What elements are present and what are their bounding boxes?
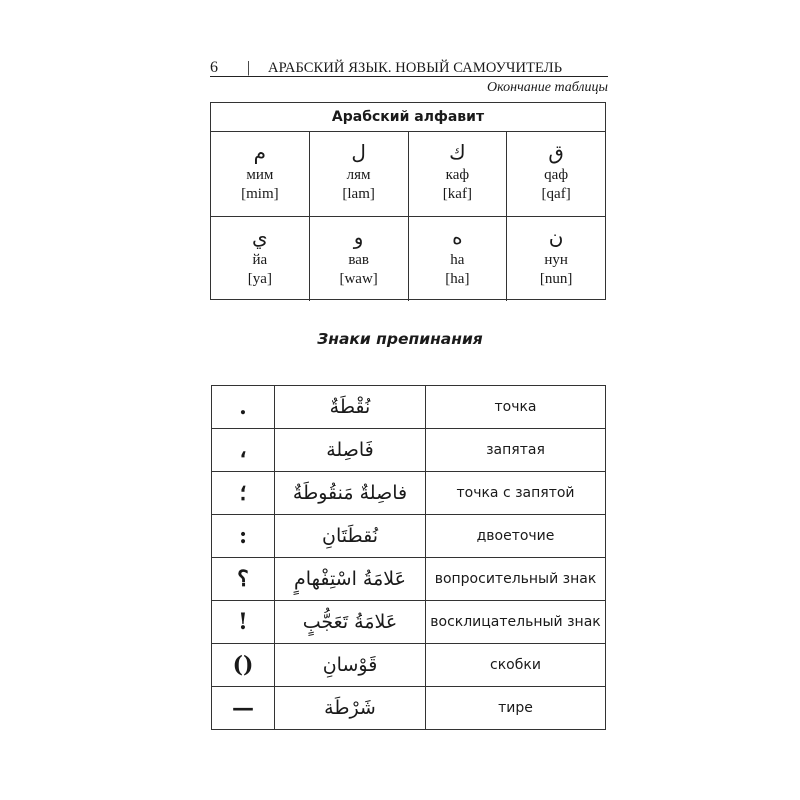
russian-term: запятая [426,429,606,472]
russian-term: двоеточие [426,515,606,558]
letter-name: нун [544,252,568,268]
letter-cell [211,132,310,216]
russian-term: тире [426,687,606,730]
letter-transliteration: [nun] [539,271,573,287]
arabic-letter: ن [548,225,564,249]
letter-transliteration: [ya] [247,271,272,287]
letter-cell [507,217,605,301]
table-row [212,386,606,429]
letter-cell [409,217,508,301]
arabic-letter: ك [449,140,466,164]
arabic-letter: م [253,140,267,164]
letter-transliteration: [mim] [241,186,279,202]
arabic-letter: ل [351,140,366,164]
letter-name: qaф [544,167,569,183]
arabic-term: عَلامَةُ اسْتِفْهامٍ [275,558,426,601]
letter-transliteration: [waw] [339,271,378,287]
table-row [212,429,606,472]
punctuation-symbol: — [212,687,275,730]
punctuation-table [211,385,606,730]
arabic-letter: ق [548,140,564,164]
russian-term: точка с запятой [426,472,606,515]
punctuation-symbol: . [212,386,275,429]
letter-name: йа [252,252,268,268]
arabic-term: نُقطَتَانِ [275,515,426,558]
letter-cell [507,132,605,216]
continuation-note: Окончание таблицы [487,80,608,95]
punctuation-symbol: ؛ [212,472,275,515]
header-separator: | [247,59,251,76]
table-row [212,644,606,687]
russian-term: точка [426,386,606,429]
table-row [212,558,606,601]
letter-name: лям [346,167,371,183]
running-title: АРАБСКИЙ ЯЗЫК. НОВЫЙ САМОУЧИТЕЛЬ [268,60,563,76]
table-row [212,601,606,644]
alphabet-table-title: Арабский алфавит [211,103,605,132]
arabic-term: نُقْطَةٌ [275,386,426,429]
arabic-term: عَلامَةُ تَعَجُّبٍ [275,601,426,644]
alphabet-row [211,132,605,217]
punctuation-symbol: ! [212,601,275,644]
russian-term: вопросительный знак [426,558,606,601]
arabic-letter: ي [252,225,268,249]
letter-transliteration: [ha] [445,271,470,287]
letter-cell [310,132,409,216]
running-header [210,58,608,77]
alphabet-table [210,102,606,300]
arabic-term: فَاصِلة [275,429,426,472]
arabic-term: فاصِلةٌ مَنقُوطَةٌ [275,472,426,515]
punctuation-symbol: : [212,515,275,558]
table-row [212,515,606,558]
letter-name: мим [246,167,274,183]
letter-cell [409,132,508,216]
table-row [212,687,606,730]
punctuation-symbol: ، [212,429,275,472]
punctuation-symbol: () [212,644,275,687]
arabic-term: شَرْطَة [275,687,426,730]
arabic-term: قَوْسانِ [275,644,426,687]
table-row [212,472,606,515]
letter-transliteration: [qaf] [541,186,571,202]
letter-name: каф [445,167,470,183]
letter-transliteration: [kaf] [442,186,472,202]
alphabet-row [211,217,605,301]
punctuation-symbol: ؟ [212,558,275,601]
letter-transliteration: [lam] [342,186,375,202]
letter-cell [211,217,310,301]
arabic-letter: و [353,225,364,249]
russian-term: восклицательный знак [426,601,606,644]
page-number: 6 [210,59,218,76]
russian-term: скобки [426,644,606,687]
arabic-letter: ه [452,225,463,249]
letter-cell [310,217,409,301]
letter-name: ha [450,252,465,268]
section-title: Знаки препинания [317,330,483,348]
letter-name: вав [348,252,369,268]
